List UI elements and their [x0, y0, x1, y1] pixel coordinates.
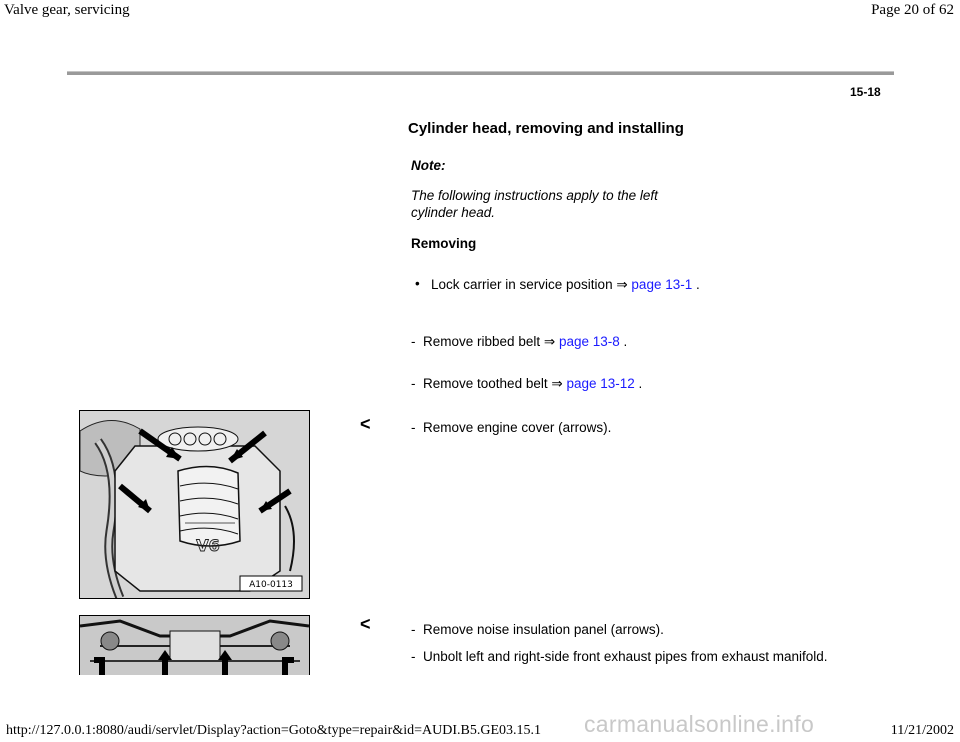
bullet-text: Lock carrier in service position — [431, 277, 613, 292]
bullet-symbol: • — [415, 276, 420, 291]
reference-arrow-icon: ⇒ — [616, 277, 628, 292]
figure-label: A10-0113 — [249, 580, 293, 590]
step-engine-cover — [411, 420, 611, 435]
page-number: 15-18 — [850, 85, 881, 99]
engine-bay-illustration — [80, 411, 309, 598]
step-ribbed-belt — [411, 334, 627, 350]
figure-pointer-icon: < — [360, 414, 371, 434]
watermark-logo: carmanualsonline.info — [584, 711, 815, 737]
removing-heading: Removing — [411, 236, 477, 251]
reference-arrow-icon: ⇒ — [543, 334, 556, 349]
engine-v6-label: V6 — [196, 536, 220, 555]
step-toothed-belt — [411, 376, 642, 392]
bullet-step — [431, 276, 721, 293]
underbody-illustration — [80, 616, 309, 675]
header-rule — [67, 71, 894, 75]
page-indicator: Page 20 of 62 — [871, 2, 954, 18]
step-text: Remove engine cover (arrows). — [423, 420, 612, 435]
step-dash: - — [411, 649, 416, 664]
note-label: Note: — [411, 158, 446, 173]
footer-url[interactable]: http://127.0.0.1:8080/audi/servlet/Display?action=Goto&type=repair&id=AUDI.B5.GE03.15.1 — [6, 723, 541, 738]
step-dash: - — [411, 622, 416, 637]
step-dash: - — [411, 420, 416, 435]
step-text: Unbolt left and right-side front exhaust pipes from exhaust manifold. — [423, 649, 828, 664]
engine-cover-figure — [79, 410, 310, 599]
step-end: . — [623, 334, 628, 349]
bullet-end: . — [696, 277, 700, 292]
step-text: Remove noise insulation panel (arrows). — [423, 622, 664, 637]
step-text: Remove toothed belt — [423, 376, 548, 391]
section-title: Cylinder head, removing and installing — [408, 120, 684, 137]
step-dash: - — [411, 334, 416, 349]
noise-insulation-figure — [79, 615, 310, 675]
link-page-13-12[interactable]: page 13-12 — [566, 376, 635, 391]
link-page-13-8[interactable]: page 13-8 — [558, 334, 620, 349]
document-title: Valve gear, servicing — [4, 2, 130, 18]
reference-arrow-icon: ⇒ — [551, 376, 563, 391]
note-text: The following instructions apply to the left cylinder head. — [411, 188, 658, 220]
figure-pointer-icon: < — [360, 614, 371, 634]
step-text: Remove ribbed belt — [423, 334, 541, 349]
step-noise-insulation — [411, 622, 664, 637]
step-end: . — [638, 376, 643, 391]
link-page-13-1[interactable]: page 13-1 — [631, 277, 693, 292]
footer-date: 11/21/2002 — [890, 723, 954, 738]
step-exhaust-pipes — [411, 649, 827, 664]
step-dash: - — [411, 376, 416, 391]
